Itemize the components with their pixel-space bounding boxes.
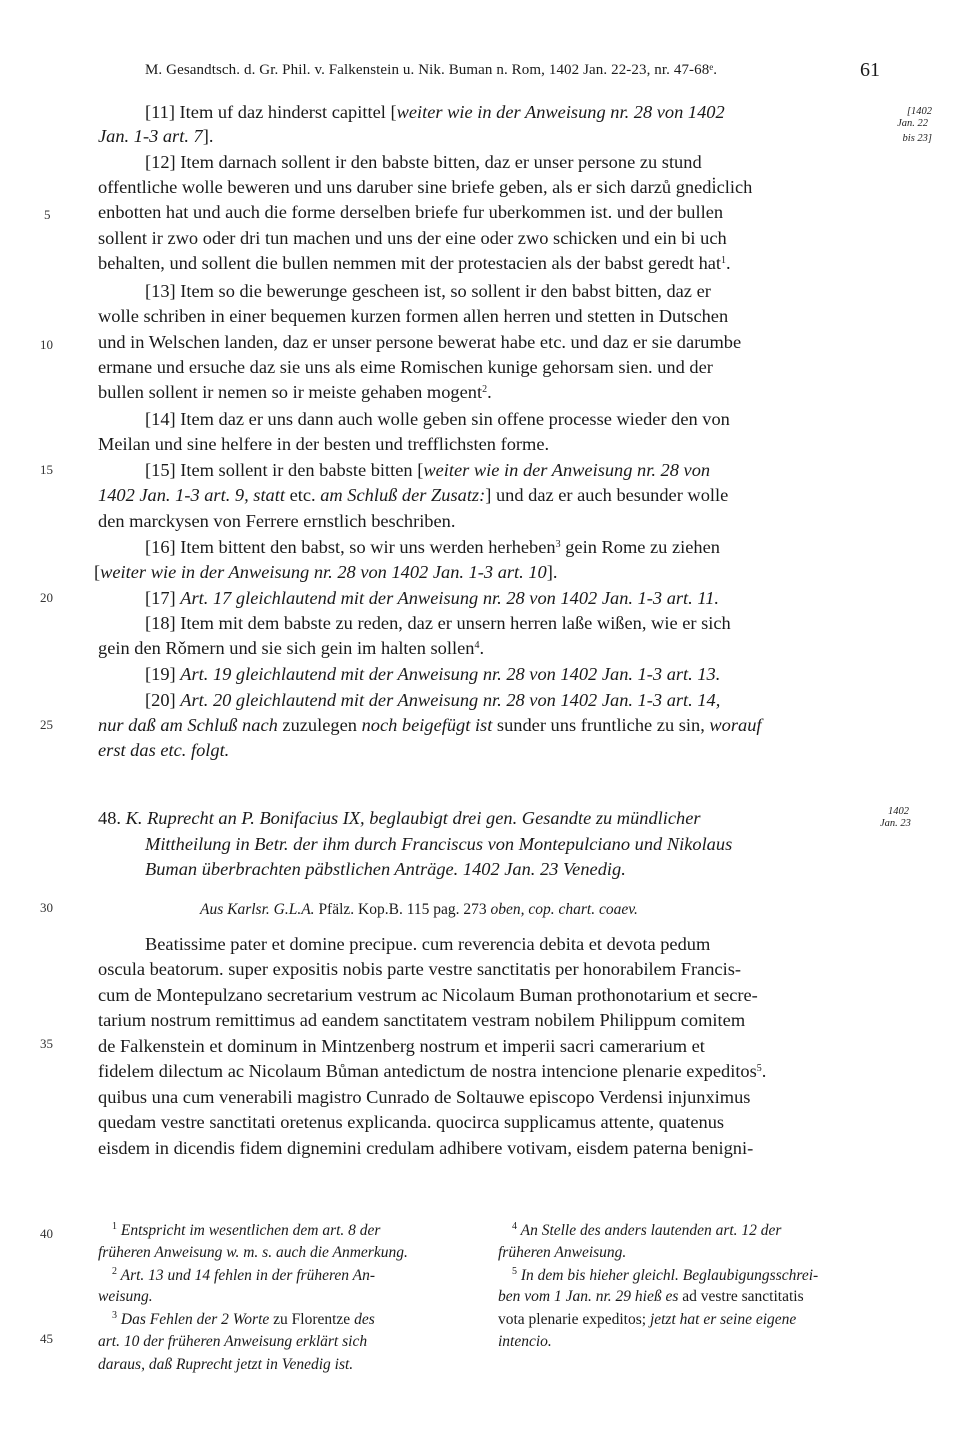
text-line: und in Welschen landen, daz er unser persone bewerat habe etc. und daz er sie darumbe	[98, 332, 742, 352]
footnote-5: $^5$ In dem bis hieher gleichl. Beglaubigungsschrei-	[512, 1266, 819, 1284]
margin-note-line: Jan. 22	[897, 118, 928, 129]
line-number: 45	[40, 1331, 53, 1346]
text-line: sollent ir zwo oder dri tun machen und uns der eine oder zwo schicken und ein bi uch	[98, 228, 727, 248]
text-line: quedam vestre sanctitati oretenus explicanda. quocirca supplicamus attente, quatenus	[98, 1112, 725, 1132]
margin-note-line: bis 23]	[902, 133, 932, 144]
text-line: ermane und ersuche daz sie uns als eime Romischen kunige gehorsam sien. und der	[98, 357, 713, 377]
text-line: [13] Item so die bewerunge gescheen ist, so sollent ir den babst bitten, daz er	[145, 281, 711, 301]
text-line: gein den Rǒmern und sie sich gein im halten sollen$^4$.	[98, 638, 485, 658]
text-line: [17] Art. 17 gleichlautend mit der Anweisung nr. 28 von 1402 Jan. 1-3 art. 11.	[145, 588, 719, 608]
footnote-line: vota plenarie expeditos; jetzt hat er seine eigene	[498, 1311, 797, 1328]
footnote-4: $^4$ An Stelle des anders lautenden art. 12 der	[512, 1221, 782, 1239]
margin-note-line: Jan. 23	[880, 818, 911, 829]
text-line: Beatissime pater et domine precipue. cum reverencia debita et devota pedum	[145, 934, 711, 954]
footnote-3: $^3$ Das Fehlen der 2 Worte zu Florentze des	[112, 1310, 375, 1328]
footnote-2: $^2$ Art. 13 und 14 fehlen in der früheren An-	[112, 1266, 376, 1284]
text-line: tarium nostrum remittimus ad eandem sanctitatem vestram nobilem Philippum comitem	[98, 1010, 746, 1030]
margin-note-line: 1402	[888, 806, 909, 817]
text-line: erst das etc. folgt.	[98, 740, 230, 760]
text-line: [15] Item sollent ir den babste bitten [weiter wie in der Anweisung nr. 28 von	[145, 460, 711, 480]
margin-note-line: [1402	[906, 106, 932, 117]
document-number: 48.	[98, 808, 121, 828]
footnote-line: daraus, daß Ruprecht jetzt in Venedig ist.	[98, 1356, 354, 1373]
text-line: 1402 Jan. 1-3 art. 9, statt etc. am Schluß der Zusatz:] und daz er auch besunder wolle	[98, 485, 729, 505]
text-line: wolle schriben in einer bequemen kurzen formen allen herren und stetten in Dutschen	[98, 306, 729, 326]
text-line: bullen sollent ir nemen so ir meiste gehaben mogent$^2$.	[98, 382, 492, 402]
page-number: 61	[860, 59, 880, 81]
text-line: [20] Art. 20 gleichlautend mit der Anweisung nr. 28 von 1402 Jan. 1-3 art. 14,	[145, 690, 721, 710]
text-line: de Falkenstein et dominum in Mintzenberg nostrum et imperii sacri camerarium et	[98, 1036, 705, 1056]
text-line: [19] Art. 19 gleichlautend mit der Anweisung nr. 28 von 1402 Jan. 1-3 art. 13.	[145, 664, 721, 684]
footnote-line: früheren Anweisung w. m. s. auch die Anmerkung.	[98, 1244, 408, 1261]
text-line: eisdem in dicendis fidem dignemini credulam adhibere votivam, eisdem paterna benigni-	[98, 1138, 754, 1158]
line-number: 5	[44, 207, 51, 222]
line-number: 25	[40, 717, 53, 732]
text-line: [12] Item darnach sollent ir den babste bitten, daz er unser persone zu stund	[145, 152, 702, 172]
margin-date-note	[880, 106, 932, 145]
footnote-1: $^1$ Entspricht im wesentlichen dem art. 8 der	[112, 1221, 381, 1239]
document-heading-line: Buman überbrachten päbstlichen Anträge. 1402 Jan. 23 Venedig.	[145, 859, 626, 879]
text-line: enbotten hat und auch die forme derselben briefe fur uberkommen ist. und der bullen	[98, 202, 724, 222]
text-line: [14] Item daz er uns dann auch wolle geben sin offene processe wieder den von	[145, 409, 730, 429]
line-number: 30	[40, 900, 53, 915]
line-number: 40	[40, 1226, 53, 1241]
text-line: offentliche wolle beweren und uns daruber sine briefe geben, als er sich darzů gnedi̇clich	[98, 177, 753, 197]
footnote-line: ben vom 1 Jan. nr. 29 hieß es ad vestre sanctitatis	[498, 1288, 804, 1305]
footnote-line: intencio.	[498, 1333, 552, 1350]
document-heading: 48. K. Ruprecht an P. Bonifacius IX, beglaubigt drei gen. Gesandte zu mündlicher	[98, 808, 701, 828]
text-line: nur daß am Schluß nach zuzulegen noch beigefügt ist sunder uns fruntliche zu sin, worauf	[98, 715, 762, 735]
text-line: [16] Item bittent den babst, so wir uns werden herheben$^3$ gein Rome zu ziehen	[145, 537, 720, 557]
text-line: Jan. 1-3 art. 7].	[98, 126, 214, 146]
text-line: den marckysen von Ferrere ernstlich beschriben.	[98, 511, 456, 531]
document-heading-line: Mittheilung in Betr. der ihm durch Franciscus von Montepulciano und Nikolaus	[145, 834, 733, 854]
text-line: [weiter wie in der Anweisung nr. 28 von 1402 Jan. 1-3 art. 10].	[94, 562, 558, 582]
footnote-line: art. 10 der früheren Anweisung erklärt sich	[98, 1333, 368, 1350]
line-number: 15	[40, 462, 53, 477]
text-line: quibus una cum venerabili magistro Cunrado de Soltauwe episcopo Verdensi injunximus	[98, 1087, 751, 1107]
source-reference: Aus Karlsr. G.L.A. Pfälz. Kop.B. 115 pag. 273 oben, cop. chart. coaev.	[200, 901, 638, 918]
text-line: behalten, und sollent die bullen nemmen mit der protestacien als der babst geredt hat$^1$.	[98, 253, 731, 273]
text-line: Meilan und sine helfere in der besten und trefflichsten forme.	[98, 434, 550, 454]
running-head	[145, 59, 880, 84]
footnote-line: früheren Anweisung.	[498, 1244, 627, 1261]
margin-date-note	[880, 806, 932, 830]
line-number: 35	[40, 1036, 53, 1051]
text-line: [18] Item mit dem babste zu reden, daz er unsern herren laße wißen, wie er sich	[145, 613, 731, 633]
text-line: cum de Montepulzano secretarium vestrum ac Nicolaum Buman prothonotarium et secre-	[98, 985, 758, 1005]
running-title: M. Gesandtsch. d. Gr. Phil. v. Falkenstein u. Nik. Buman n. Rom, 1402 Jan. 22-23, nr. 47-68ᵉ.	[145, 62, 718, 78]
footnote-line: weisung.	[98, 1288, 153, 1305]
line-number: 20	[40, 590, 53, 605]
text-line: fidelem dilectum ac Nicolaum Bůman antedictum de nostra intencione plenarie expeditos$^5$.	[98, 1061, 767, 1081]
line-number: 10	[40, 337, 53, 352]
text-line: [11] Item uf daz hinderst capittel [weiter wie in der Anweisung nr. 28 von 1402	[145, 102, 725, 122]
text-line: oscula beatorum. super expositis nobis parte vestre sanctitatis per honorabilem Francis-	[98, 959, 741, 979]
